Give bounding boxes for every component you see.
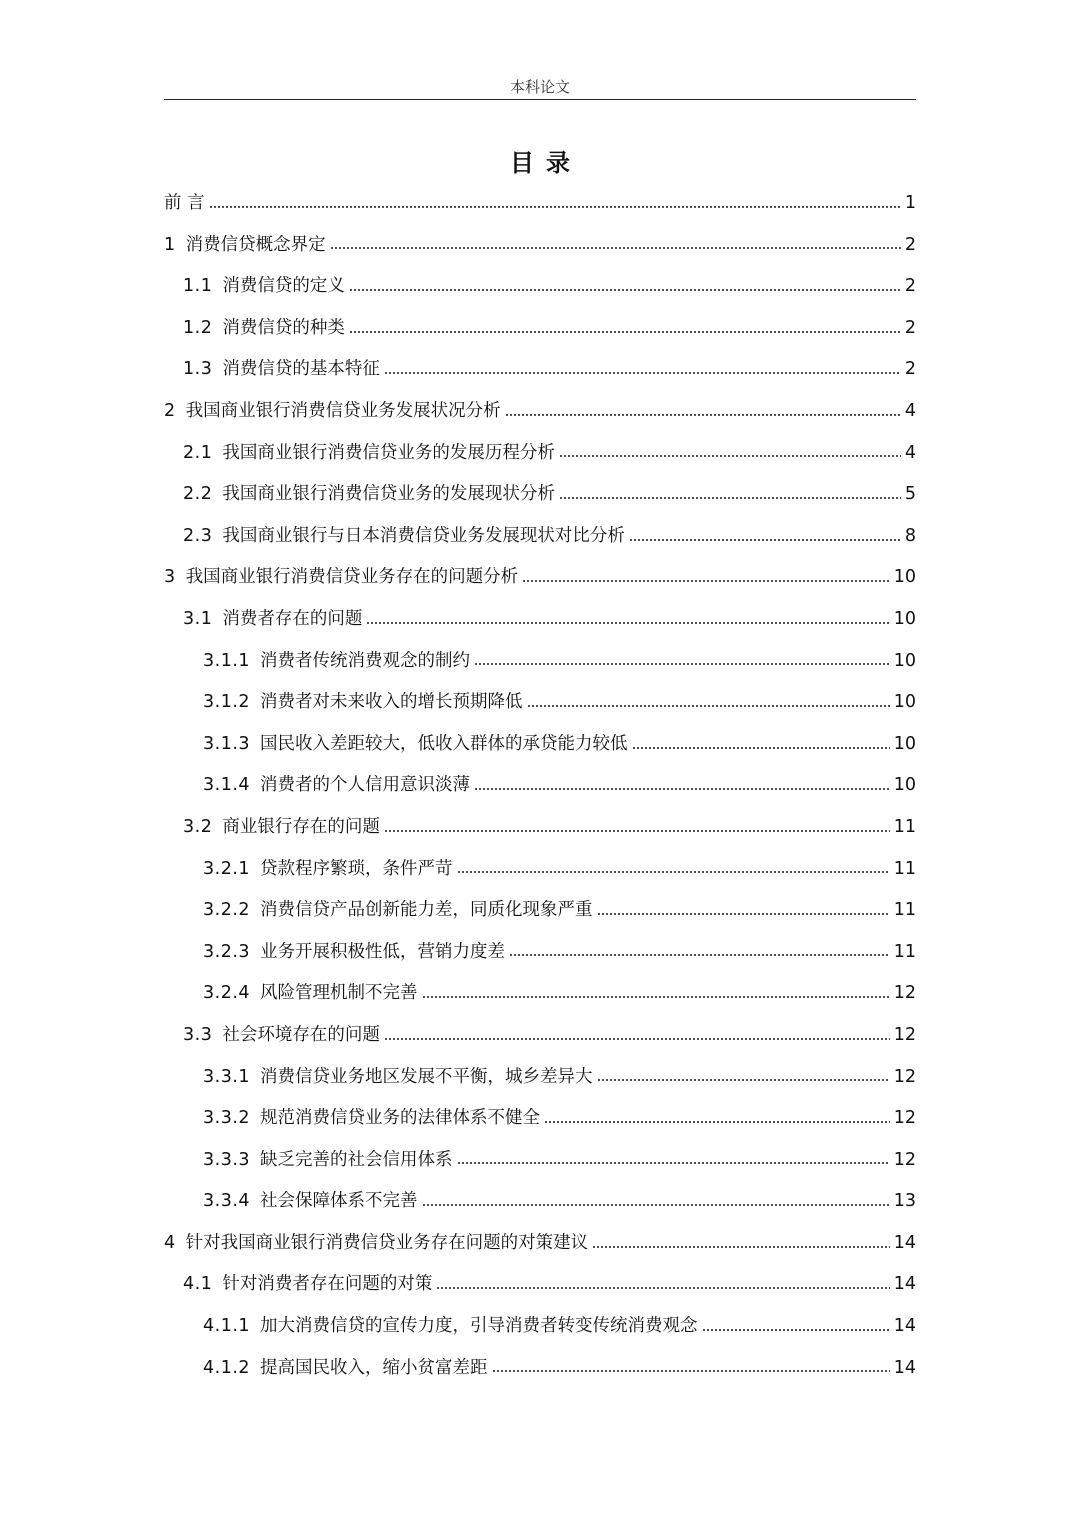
toc-entry[interactable] xyxy=(164,183,916,225)
toc-entry-number: 4.1 xyxy=(183,1274,213,1295)
toc-entry-number: 4 xyxy=(164,1232,176,1253)
toc-entry[interactable] xyxy=(164,1306,916,1348)
toc-entry-text: 国民收入差距较大，低收入群体的承贷能力较低 xyxy=(260,733,628,754)
toc-dot-leader xyxy=(474,659,890,669)
toc-entry-text: 我国商业银行消费信贷业务的发展现状分析 xyxy=(222,484,555,505)
toc-entry[interactable] xyxy=(164,724,916,766)
toc-dot-leader xyxy=(702,1325,890,1335)
toc-entry[interactable] xyxy=(164,849,916,891)
toc-page-number: 12 xyxy=(893,1024,916,1045)
toc-dot-leader xyxy=(384,368,901,378)
toc-page-number: 10 xyxy=(893,567,916,588)
toc-entry[interactable] xyxy=(164,1056,916,1098)
toc-dot-leader xyxy=(422,1200,890,1210)
toc-entry-text: 业务开展积极性低，营销力度差 xyxy=(260,941,506,962)
toc-dot-leader xyxy=(509,950,890,960)
toc-entry[interactable] xyxy=(164,474,916,516)
toc-entry[interactable] xyxy=(164,516,916,558)
toc-entry-text: 消费信贷概念界定 xyxy=(185,234,326,255)
toc-title: 目录 xyxy=(510,149,582,177)
toc-dot-leader xyxy=(629,535,901,545)
toc-entry-number: 3.2.1 xyxy=(203,858,251,879)
toc-entry[interactable] xyxy=(164,1098,916,1140)
toc-entry[interactable] xyxy=(164,890,916,932)
toc-entry-number: 3.1.3 xyxy=(203,733,251,754)
toc-entry-text: 我国商业银行消费信贷业务存在的问题分析 xyxy=(185,567,519,588)
toc-entry[interactable] xyxy=(164,391,916,433)
toc-entry-text: 规范消费信贷业务的法律体系不健全 xyxy=(260,1108,541,1129)
toc-entry-number: 1.1 xyxy=(183,276,213,297)
table-of-contents xyxy=(164,183,916,1389)
toc-dot-leader xyxy=(457,867,890,877)
toc-entry-text: 前 言 xyxy=(164,193,205,214)
toc-entry-text: 消费信贷产品创新能力差，同质化现象严重 xyxy=(260,900,593,921)
toc-entry-text: 商业银行存在的问题 xyxy=(222,816,380,837)
toc-dot-leader xyxy=(597,909,890,919)
toc-entry-text: 消费者的个人信用意识淡薄 xyxy=(260,775,471,796)
toc-entry[interactable] xyxy=(164,807,916,849)
toc-page-number: 11 xyxy=(893,816,916,837)
toc-page-number: 12 xyxy=(893,1108,916,1129)
toc-entry-text: 我国商业银行与日本消费信贷业务发展现状对比分析 xyxy=(222,525,625,546)
toc-page-number: 11 xyxy=(893,858,916,879)
toc-entry-number: 3.1.1 xyxy=(203,650,251,671)
toc-entry[interactable] xyxy=(164,433,916,475)
toc-page-number: 2 xyxy=(904,359,916,380)
toc-entry-text: 社会环境存在的问题 xyxy=(222,1024,380,1045)
toc-entry-number: 2 xyxy=(164,401,176,422)
toc-entry-text: 我国商业银行消费信贷业务的发展历程分析 xyxy=(222,442,555,463)
toc-entry[interactable] xyxy=(164,973,916,1015)
toc-dot-leader xyxy=(492,1366,890,1376)
toc-entry-text: 缺乏完善的社会信用体系 xyxy=(260,1149,453,1170)
toc-entry-text: 贷款程序繁琐，条件严苛 xyxy=(260,858,453,879)
toc-page-number: 10 xyxy=(893,775,916,796)
toc-page-number: 10 xyxy=(893,733,916,754)
toc-entry[interactable] xyxy=(164,1223,916,1265)
toc-entry-text: 针对我国商业银行消费信贷业务存在问题的对策建议 xyxy=(185,1232,589,1253)
toc-entry-text: 消费信贷的定义 xyxy=(222,276,345,297)
toc-page-number: 14 xyxy=(893,1316,916,1337)
toc-page-number: 14 xyxy=(893,1357,916,1378)
toc-entry[interactable] xyxy=(164,349,916,391)
toc-entry[interactable] xyxy=(164,599,916,641)
toc-entry[interactable] xyxy=(164,557,916,599)
toc-page-number: 12 xyxy=(893,1066,916,1087)
toc-dot-leader xyxy=(597,1075,890,1085)
toc-entry-number: 3.2.3 xyxy=(203,941,251,962)
toc-dot-leader xyxy=(330,243,901,253)
toc-page-number: 5 xyxy=(904,484,916,505)
toc-entry[interactable] xyxy=(164,225,916,267)
header-rule xyxy=(164,99,916,100)
toc-entry-text: 消费信贷业务地区发展不平衡，城乡差异大 xyxy=(260,1066,593,1087)
running-header: 本科论文 xyxy=(509,78,570,96)
toc-dot-leader xyxy=(559,493,901,503)
toc-entry-number: 3 xyxy=(164,567,176,588)
toc-entry[interactable] xyxy=(164,266,916,308)
toc-page-number: 1 xyxy=(904,193,916,214)
toc-dot-leader xyxy=(436,1283,889,1293)
toc-entry-number: 1.3 xyxy=(183,359,213,380)
toc-dot-leader xyxy=(384,826,890,836)
toc-dot-leader xyxy=(522,576,890,586)
toc-entry-number: 2.3 xyxy=(183,525,213,546)
toc-entry[interactable] xyxy=(164,1181,916,1223)
toc-entry-text: 风险管理机制不完善 xyxy=(260,983,418,1004)
toc-entry-text: 消费信贷的基本特征 xyxy=(222,359,380,380)
toc-entry-number: 3.3.3 xyxy=(203,1149,251,1170)
toc-entry-text: 社会保障体系不完善 xyxy=(260,1191,418,1212)
toc-entry[interactable] xyxy=(164,1348,916,1390)
toc-page-number: 10 xyxy=(893,608,916,629)
toc-page-number: 13 xyxy=(893,1191,916,1212)
toc-dot-leader xyxy=(592,1242,890,1252)
toc-entry-text: 消费信贷的种类 xyxy=(222,317,345,338)
toc-dot-leader xyxy=(474,784,890,794)
toc-entry-number: 3.3 xyxy=(183,1024,213,1045)
toc-entry-number: 3.1.2 xyxy=(203,692,251,713)
toc-dot-leader xyxy=(632,743,890,753)
toc-dot-leader xyxy=(457,1158,890,1168)
toc-dot-leader xyxy=(384,1034,890,1044)
toc-page-number: 11 xyxy=(893,941,916,962)
toc-entry-text: 消费者存在的问题 xyxy=(222,608,363,629)
toc-dot-leader xyxy=(209,202,901,212)
toc-entry-number: 3.1.4 xyxy=(203,775,251,796)
toc-dot-leader xyxy=(505,410,901,420)
toc-entry-number: 2.2 xyxy=(183,484,213,505)
toc-dot-leader xyxy=(349,327,901,337)
toc-entry-number: 1.2 xyxy=(183,317,213,338)
toc-dot-leader xyxy=(559,451,901,461)
toc-entry-number: 4.1.1 xyxy=(203,1316,251,1337)
toc-entry-number: 4.1.2 xyxy=(203,1357,251,1378)
toc-page-number: 11 xyxy=(893,900,916,921)
toc-entry-number: 3.2.2 xyxy=(203,900,251,921)
toc-entry-number: 3.3.4 xyxy=(203,1191,251,1212)
toc-page-number: 2 xyxy=(904,276,916,297)
toc-page-number: 10 xyxy=(893,692,916,713)
toc-page-number: 8 xyxy=(904,525,916,546)
toc-dot-leader xyxy=(544,1117,890,1127)
toc-entry[interactable] xyxy=(164,1015,916,1057)
toc-entry-text: 针对消费者存在问题的对策 xyxy=(222,1274,433,1295)
toc-page-number: 12 xyxy=(893,1149,916,1170)
toc-entry-text: 我国商业银行消费信贷业务发展状况分析 xyxy=(185,401,501,422)
toc-entry[interactable] xyxy=(164,765,916,807)
toc-entry[interactable] xyxy=(164,682,916,724)
toc-entry-number: 2.1 xyxy=(183,442,213,463)
toc-entry-text: 消费者传统消费观念的制约 xyxy=(260,650,471,671)
toc-dot-leader xyxy=(422,992,890,1002)
toc-page-number: 2 xyxy=(904,317,916,338)
toc-entry-number: 3.3.2 xyxy=(203,1108,251,1129)
toc-entry-text: 消费者对未来收入的增长预期降低 xyxy=(260,692,523,713)
toc-entry-number: 3.3.1 xyxy=(203,1066,251,1087)
toc-entry-number: 1 xyxy=(164,234,176,255)
toc-entry-text: 加大消费信贷的宣传力度，引导消费者转变传统消费观念 xyxy=(260,1316,698,1337)
toc-entry[interactable] xyxy=(164,308,916,350)
toc-page-number: 12 xyxy=(893,983,916,1004)
toc-page-number: 10 xyxy=(893,650,916,671)
toc-page-number: 4 xyxy=(904,401,916,422)
toc-entry-number: 3.2.4 xyxy=(203,983,251,1004)
toc-dot-leader xyxy=(527,701,890,711)
toc-dot-leader xyxy=(349,285,901,295)
toc-page-number: 14 xyxy=(893,1274,916,1295)
toc-dot-leader xyxy=(366,618,889,628)
toc-entry[interactable] xyxy=(164,1264,916,1306)
toc-entry[interactable] xyxy=(164,932,916,974)
toc-page-number: 4 xyxy=(904,442,916,463)
toc-entry-number: 3.2 xyxy=(183,816,213,837)
toc-entry[interactable] xyxy=(164,641,916,683)
toc-entry-text: 提高国民收入，缩小贫富差距 xyxy=(260,1357,488,1378)
toc-entry[interactable] xyxy=(164,1140,916,1182)
toc-page-number: 14 xyxy=(893,1232,916,1253)
toc-entry-number: 3.1 xyxy=(183,608,213,629)
toc-page-number: 2 xyxy=(904,234,916,255)
